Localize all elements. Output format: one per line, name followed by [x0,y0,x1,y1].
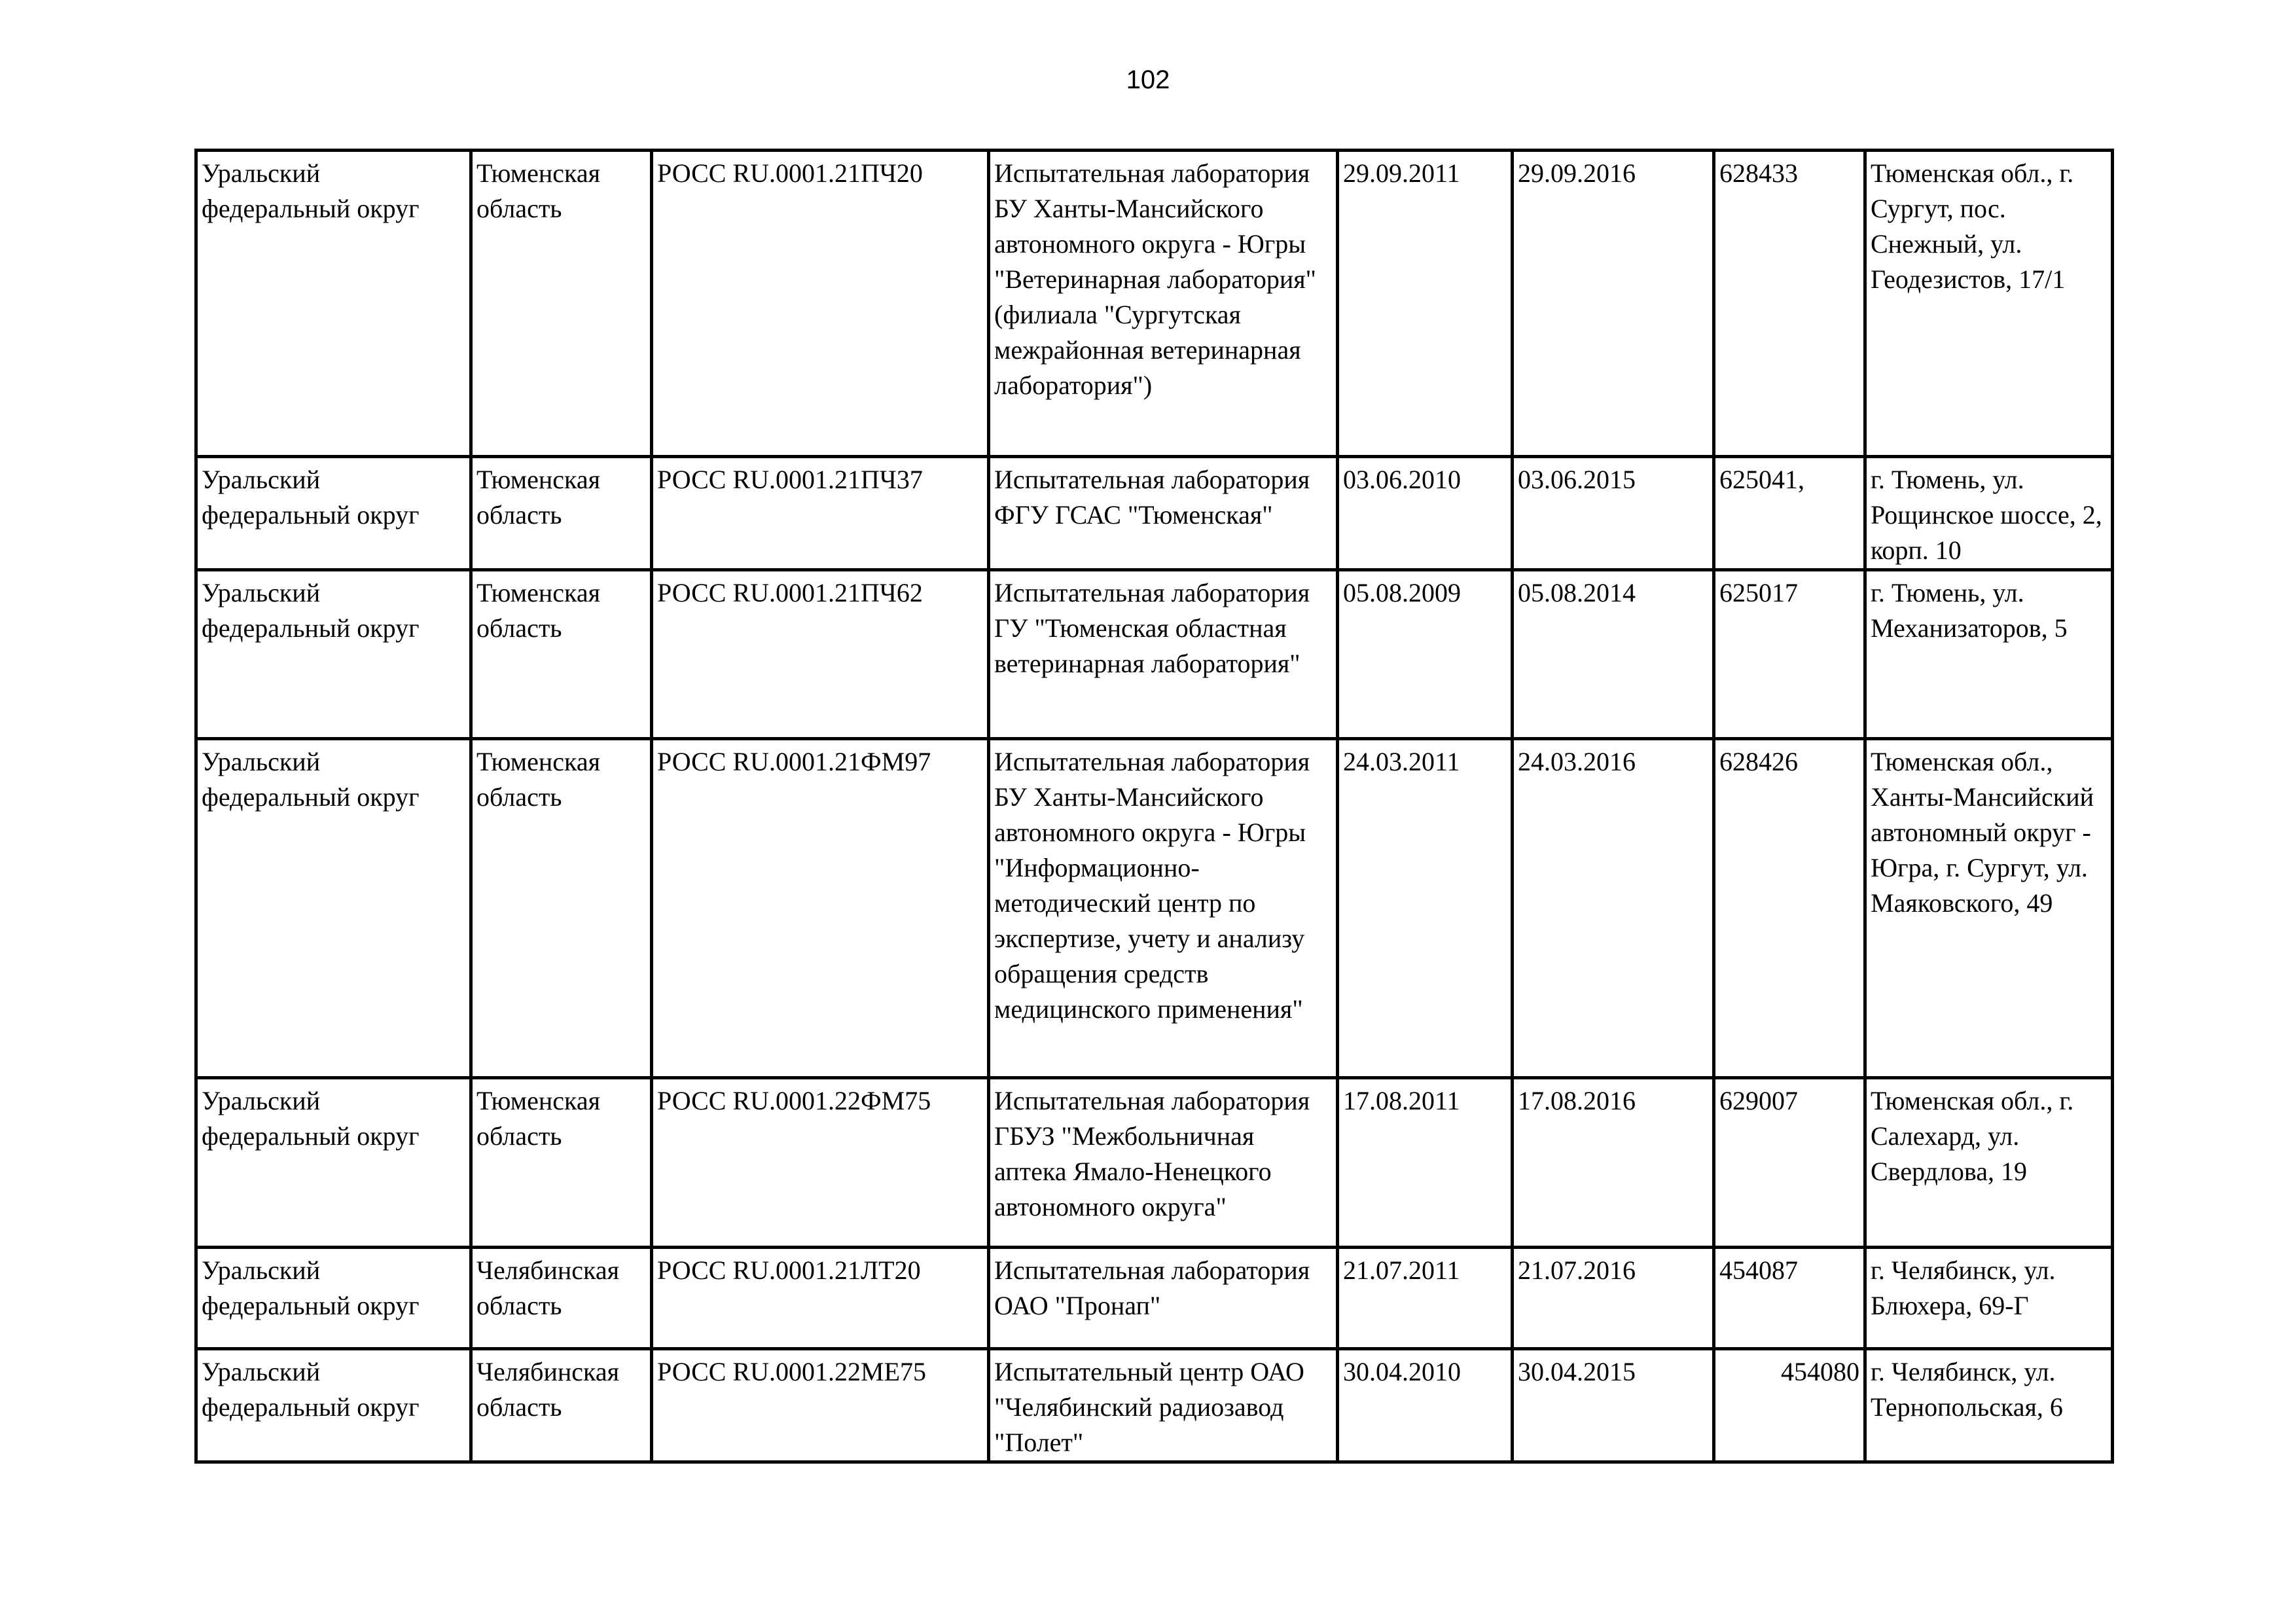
district-cell: Уральский федеральный округ [196,457,471,570]
address-cell: Тюменская обл., г. Салехард, ул. Свердлова, 19 [1865,1078,2113,1248]
organization-cell: Испытательная лаборатория ФГУ ГСАС "Тюменская" [989,457,1338,570]
postcode-cell: 628433 [1714,151,1865,457]
registration-number-cell: РОСС RU.0001.22ФМ75 [652,1078,989,1248]
table-row [196,1078,2113,1248]
registry-table [194,149,2114,1464]
region-cell: Тюменская область [471,151,652,457]
date-from-cell: 30.04.2010 [1338,1349,1513,1462]
organization-cell: Испытательный центр ОАО "Челябинский радиозавод "Полет" [989,1349,1338,1462]
registration-number-cell: РОСС RU.0001.21ПЧ62 [652,570,989,739]
date-from-cell: 05.08.2009 [1338,570,1513,739]
date-from-cell: 17.08.2011 [1338,1078,1513,1248]
address-cell: г. Тюмень, ул. Механизаторов, 5 [1865,570,2113,739]
postcode-cell: 625041, [1714,457,1865,570]
date-from-cell: 21.07.2011 [1338,1248,1513,1349]
address-cell: г. Тюмень, ул. Рощинское шоссе, 2, корп. 10 [1865,457,2113,570]
postcode-cell: 454080 [1714,1349,1865,1462]
table-row [196,1349,2113,1462]
date-from-cell: 29.09.2011 [1338,151,1513,457]
page-number: 102 [1126,65,1170,94]
date-to-cell: 21.07.2016 [1513,1248,1714,1349]
date-to-cell: 03.06.2015 [1513,457,1714,570]
district-cell: Уральский федеральный округ [196,570,471,739]
date-to-cell: 24.03.2016 [1513,739,1714,1078]
district-cell: Уральский федеральный округ [196,151,471,457]
organization-cell: Испытательная лаборатория ГУ "Тюменская областная ветеринарная лаборатория" [989,570,1338,739]
organization-cell: Испытательная лаборатория БУ Ханты-Мансийского автономного округа - Югры "Ветеринарная лаборатория" (филиала "Сургутская межрайонная ветеринарная лаборатория") [989,151,1338,457]
date-to-cell: 30.04.2015 [1513,1349,1714,1462]
district-cell: Уральский федеральный округ [196,1248,471,1349]
registration-number-cell: РОСС RU.0001.22МЕ75 [652,1349,989,1462]
region-cell: Челябинская область [471,1248,652,1349]
date-from-cell: 24.03.2011 [1338,739,1513,1078]
table-row [196,570,2113,739]
registration-number-cell: РОСС RU.0001.21ПЧ20 [652,151,989,457]
organization-cell: Испытательная лаборатория ГБУЗ "Межбольничная аптека Ямало-Ненецкого автономного округа" [989,1078,1338,1248]
organization-cell: Испытательная лаборатория ОАО "Пронап" [989,1248,1338,1349]
date-to-cell: 05.08.2014 [1513,570,1714,739]
registration-number-cell: РОСС RU.0001.21ЛТ20 [652,1248,989,1349]
postcode-cell: 625017 [1714,570,1865,739]
address-cell: Тюменская обл., г. Сургут, пос. Снежный, ул. Геодезистов, 17/1 [1865,151,2113,457]
table-row [196,151,2113,457]
table-row [196,457,2113,570]
region-cell: Тюменская область [471,570,652,739]
address-cell: Тюменская обл., Ханты-Мансийский автономный округ - Югра, г. Сургут, ул. Маяковского, 49 [1865,739,2113,1078]
postcode-cell: 454087 [1714,1248,1865,1349]
district-cell: Уральский федеральный округ [196,1349,471,1462]
address-cell: г. Челябинск, ул. Блюхера, 69-Г [1865,1248,2113,1349]
date-to-cell: 17.08.2016 [1513,1078,1714,1248]
registration-number-cell: РОСС RU.0001.21ПЧ37 [652,457,989,570]
address-cell: г. Челябинск, ул. Тернопольская, 6 [1865,1349,2113,1462]
postcode-cell: 629007 [1714,1078,1865,1248]
district-cell: Уральский федеральный округ [196,739,471,1078]
region-cell: Тюменская область [471,1078,652,1248]
date-from-cell: 03.06.2010 [1338,457,1513,570]
region-cell: Тюменская область [471,739,652,1078]
table-row [196,1248,2113,1349]
registration-number-cell: РОСС RU.0001.21ФМ97 [652,739,989,1078]
region-cell: Тюменская область [471,457,652,570]
postcode-cell: 628426 [1714,739,1865,1078]
district-cell: Уральский федеральный округ [196,1078,471,1248]
date-to-cell: 29.09.2016 [1513,151,1714,457]
table-row [196,739,2113,1078]
organization-cell: Испытательная лаборатория БУ Ханты-Мансийского автономного округа - Югры "Информационно-методический центр по экспертизе, учету и анализу обращения средств медицинского применения" [989,739,1338,1078]
region-cell: Челябинская область [471,1349,652,1462]
